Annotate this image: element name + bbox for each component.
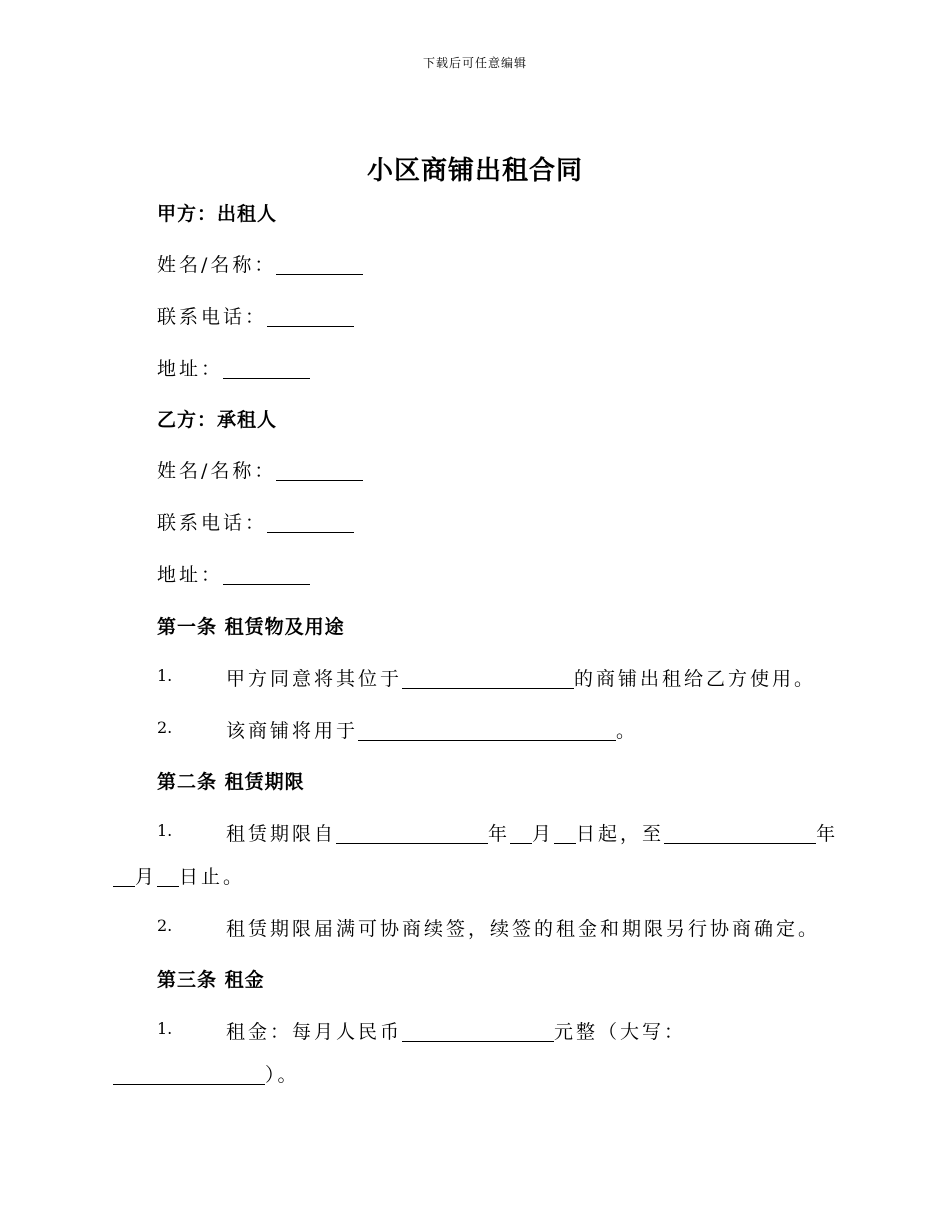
article-3-heading: 第三条 租金	[157, 969, 265, 991]
article-1-item-2-text-b: 。	[616, 720, 639, 742]
party-b-phone-blank[interactable]	[267, 512, 354, 533]
party-a-phone-row	[157, 302, 354, 329]
party-b-address-blank[interactable]	[223, 564, 310, 585]
article-1-item-1-text-b: 的商铺出租给乙方使用。	[574, 668, 817, 690]
article-2-item-1-line-1	[226, 819, 838, 846]
party-a-phone-blank[interactable]	[267, 306, 354, 327]
lease-period-text-c: 月	[532, 823, 555, 845]
start-month-blank[interactable]	[510, 823, 532, 844]
article-1-item-2	[226, 716, 638, 743]
lease-period-text-b: 年	[488, 823, 511, 845]
lease-period-text-a: 租赁期限自	[226, 823, 337, 845]
party-a-name-label: 姓名/名称：	[157, 254, 277, 276]
article-2-heading: 第二条 租赁期限	[157, 771, 305, 793]
start-day-blank[interactable]	[554, 823, 576, 844]
party-b-name-row	[157, 456, 363, 483]
rent-text-b: 元整（大写：	[554, 1021, 687, 1043]
party-a-phone-label: 联系电话：	[157, 306, 268, 328]
article-2-item-2: 租赁期限届满可协商续签，续签的租金和期限另行协商确定。	[226, 918, 821, 940]
page-header: 下载后可任意编辑	[422, 56, 527, 70]
party-a-address-row	[157, 354, 310, 381]
lease-period-text-e: 年	[816, 823, 839, 845]
party-b-name-label: 姓名/名称：	[157, 460, 277, 482]
rent-amount-capital-blank[interactable]	[113, 1064, 265, 1085]
article-1-item-1	[226, 664, 816, 691]
article-2-item-2-number: 2.	[157, 916, 173, 935]
article-1-item-2-number: 2.	[157, 718, 173, 737]
contract-title: 小区商铺出租合同	[366, 156, 583, 186]
end-month-blank[interactable]	[113, 866, 135, 887]
lease-period-text-g: 日止。	[179, 866, 246, 888]
article-3-item-1-line-2	[113, 1060, 300, 1087]
article-2-item-1-line-2	[113, 862, 245, 889]
party-a-name-row	[157, 250, 363, 277]
article-3-item-1-number: 1.	[157, 1019, 173, 1038]
party-b-phone-row	[157, 508, 354, 535]
party-a-heading: 甲方：出租人	[157, 203, 278, 225]
party-a-name-blank[interactable]	[276, 254, 363, 275]
start-year-blank[interactable]	[336, 823, 488, 844]
party-b-address-row	[157, 560, 310, 587]
article-1-heading: 第一条 租赁物及用途	[157, 616, 345, 638]
party-b-heading: 乙方：承租人	[157, 409, 278, 431]
party-a-address-label: 地址：	[157, 358, 224, 380]
lease-period-text-f: 月	[135, 866, 158, 888]
rent-amount-blank[interactable]	[402, 1021, 554, 1042]
article-1-item-1-text-a: 甲方同意将其位于	[226, 668, 403, 690]
article-3-item-1-line-1	[226, 1017, 686, 1044]
article-1-item-2-text-a: 该商铺将用于	[226, 720, 359, 742]
location-blank[interactable]	[402, 668, 574, 689]
rent-text-a: 租金：每月人民币	[226, 1021, 403, 1043]
party-b-name-blank[interactable]	[276, 460, 363, 481]
party-b-phone-label: 联系电话：	[157, 512, 268, 534]
purpose-blank[interactable]	[358, 720, 616, 741]
party-a-address-blank[interactable]	[223, 358, 310, 379]
end-day-blank[interactable]	[157, 866, 179, 887]
article-2-item-1-number: 1.	[157, 821, 173, 840]
end-year-blank[interactable]	[664, 823, 816, 844]
rent-text-c: ）。	[265, 1064, 300, 1086]
party-b-address-label: 地址：	[157, 564, 224, 586]
lease-period-text-d: 日起，至	[576, 823, 665, 845]
article-1-item-1-number: 1.	[157, 666, 173, 685]
